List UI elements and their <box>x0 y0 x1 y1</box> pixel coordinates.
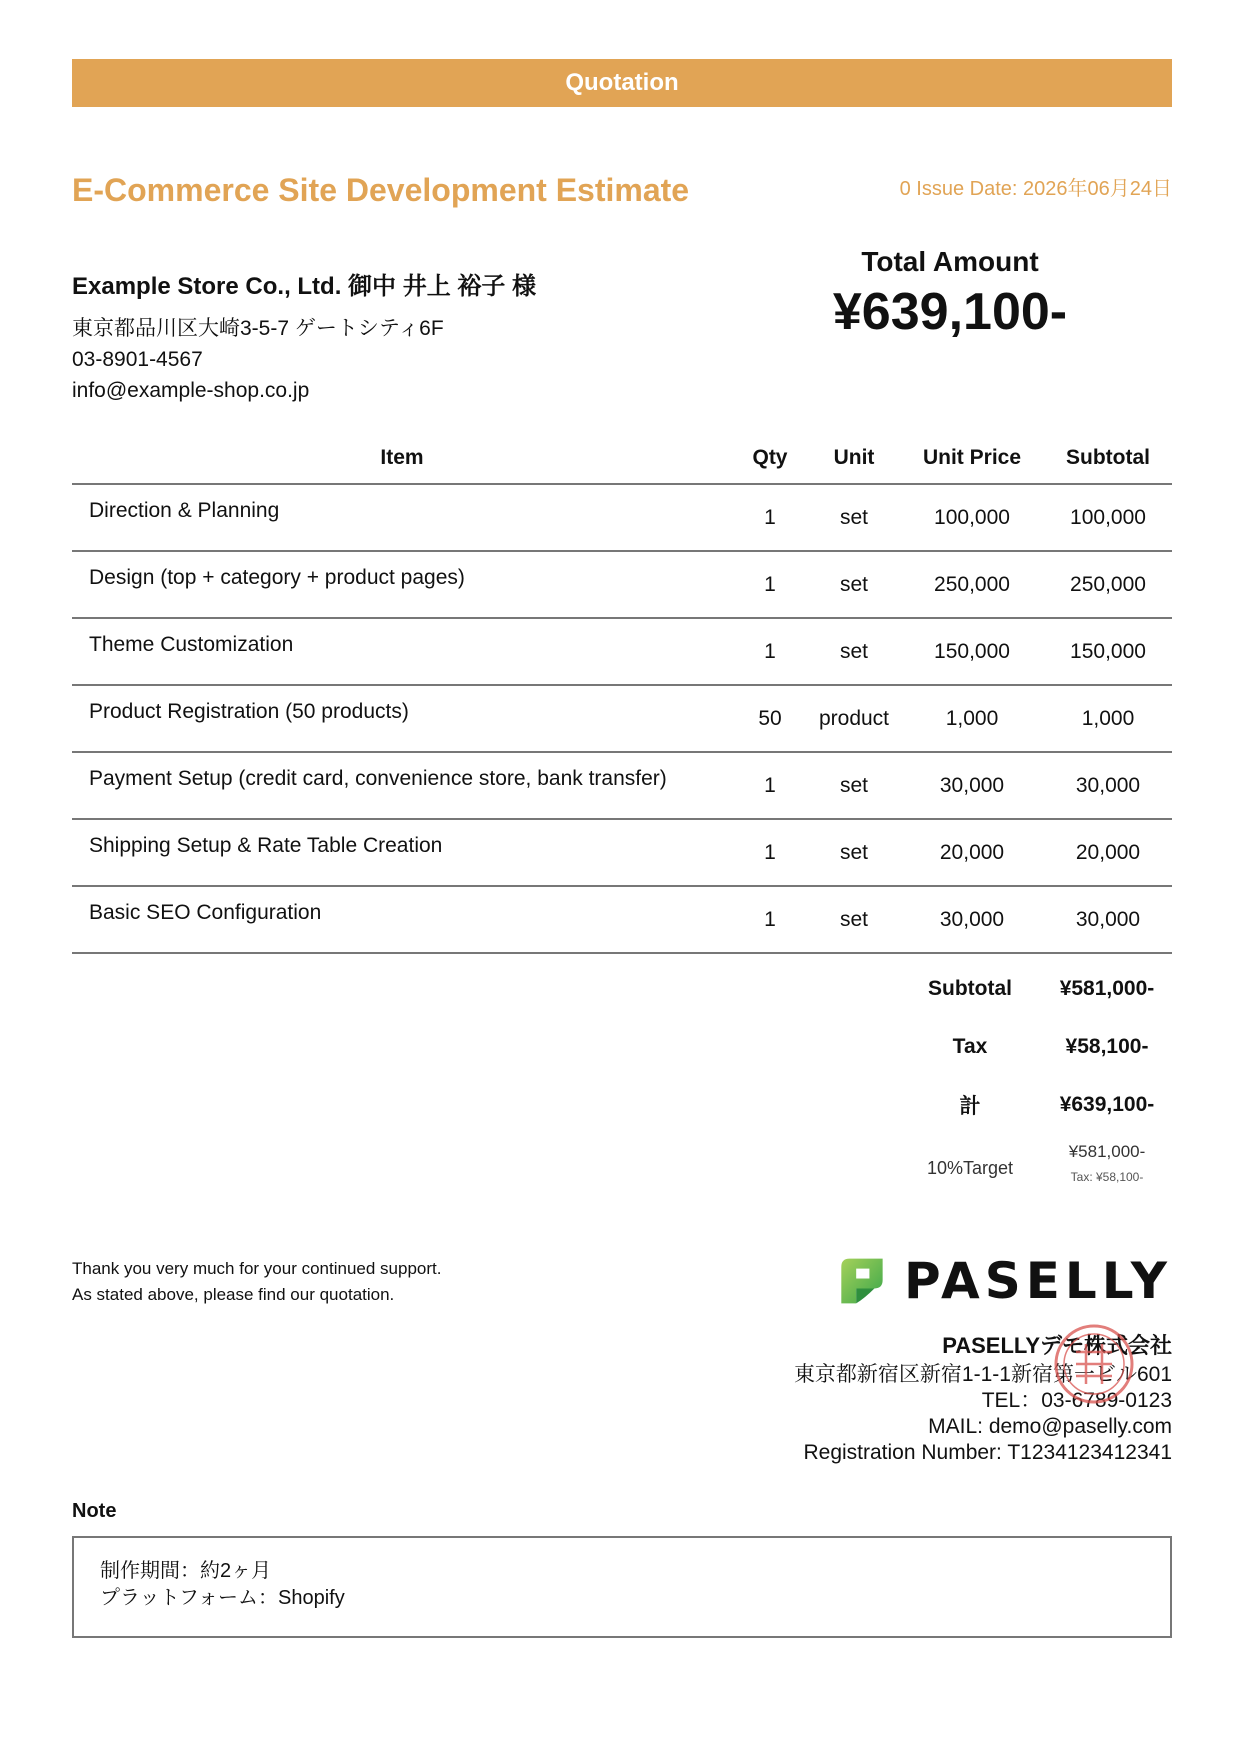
row-subtotal: 1,000 <box>1044 685 1172 752</box>
document-title: E-Commerce Site Development Estimate <box>72 172 690 208</box>
issue-date: 0 Issue Date: 2026年06月24日 <box>899 178 1172 200</box>
company-registration: Registration Number: T1234123412341 <box>803 1441 1172 1464</box>
row-subtotal: 100,000 <box>1044 484 1172 551</box>
logo-text: PASELLY <box>903 1252 1172 1310</box>
note-label: Note <box>72 1500 117 1522</box>
row-unit-price: 1,000 <box>900 685 1044 752</box>
header-qty: Qty <box>732 432 808 484</box>
summary-subtotal-row <box>898 960 1172 1018</box>
table-row <box>72 551 1172 618</box>
summary-block <box>898 960 1172 1184</box>
row-item: Theme Customization <box>72 618 732 685</box>
client-name: Example Store Co., Ltd. 御中 井上 裕子 様 <box>72 273 537 300</box>
note-line-2: プラットフォーム：Shopify <box>100 1587 345 1609</box>
row-item: Product Registration (50 products) <box>72 685 732 752</box>
client-phone: 03-8901-4567 <box>72 348 203 371</box>
table-row <box>72 752 1172 819</box>
thank-you-line-2: As stated above, please find our quotation. <box>72 1285 395 1304</box>
row-item: Shipping Setup & Rate Table Creation <box>72 819 732 886</box>
thank-you-line-1: Thank you very much for your continued support. <box>72 1259 442 1278</box>
total-amount-box <box>770 246 1130 342</box>
row-qty: 1 <box>732 752 808 819</box>
company-mail: MAIL: demo@paselly.com <box>928 1415 1172 1438</box>
summary-tax-row <box>898 1018 1172 1076</box>
row-unit-price: 100,000 <box>900 484 1044 551</box>
client-address: 東京都品川区大崎3-5-7 ゲートシティ6F <box>72 317 444 340</box>
row-unit: set <box>808 551 900 618</box>
table-row <box>72 886 1172 953</box>
row-unit: set <box>808 484 900 551</box>
row-item: Direction & Planning <box>72 484 732 551</box>
row-qty: 1 <box>732 618 808 685</box>
client-info <box>72 266 692 406</box>
row-unit: product <box>808 685 900 752</box>
row-unit-price: 30,000 <box>900 886 1044 953</box>
row-unit-price: 150,000 <box>900 618 1044 685</box>
tax-target-tax: Tax: ¥58,100- <box>1070 1170 1144 1184</box>
table-row <box>72 819 1172 886</box>
summary-total-row <box>898 1076 1172 1134</box>
row-subtotal: 150,000 <box>1044 618 1172 685</box>
note-line-1: 制作期間：約2ヶ月 <box>100 1560 272 1582</box>
tax-target-amount: ¥581,000- <box>1068 1142 1146 1161</box>
table-row <box>72 685 1172 752</box>
table-header-row <box>72 432 1172 484</box>
row-unit-price: 250,000 <box>900 551 1044 618</box>
row-item: Payment Setup (credit card, convenience store, bank transfer) <box>72 752 732 819</box>
table-row <box>72 484 1172 551</box>
summary-total-label: 計 <box>959 1095 981 1118</box>
row-qty: 1 <box>732 484 808 551</box>
summary-subtotal-label: Subtotal <box>928 977 1012 1000</box>
items-table <box>72 432 1172 954</box>
summary-total-value: ¥639,100- <box>1059 1093 1155 1116</box>
row-unit-price: 30,000 <box>900 752 1044 819</box>
summary-subtotal-value: ¥581,000- <box>1059 977 1155 1000</box>
row-qty: 1 <box>732 886 808 953</box>
row-subtotal: 30,000 <box>1044 752 1172 819</box>
company-name: PASELLYデモ株式会社 <box>942 1333 1172 1358</box>
document-banner <box>72 59 1172 107</box>
row-subtotal: 30,000 <box>1044 886 1172 953</box>
row-unit-price: 20,000 <box>900 819 1044 886</box>
table-row <box>72 618 1172 685</box>
tax-target-row <box>898 1142 1172 1184</box>
header-unit: Unit <box>808 432 900 484</box>
summary-tax-value: ¥58,100- <box>1065 1035 1149 1058</box>
thank-you-message <box>72 1256 441 1308</box>
row-subtotal: 20,000 <box>1044 819 1172 886</box>
row-unit: set <box>808 618 900 685</box>
row-subtotal: 250,000 <box>1044 551 1172 618</box>
company-logo <box>838 1250 1172 1312</box>
summary-tax-label: Tax <box>952 1035 988 1058</box>
note-box <box>72 1536 1172 1638</box>
row-qty: 1 <box>732 551 808 618</box>
row-unit: set <box>808 886 900 953</box>
banner-title: Quotation <box>565 69 679 96</box>
row-item: Design (top + category + product pages) <box>72 551 732 618</box>
total-amount-label: Total Amount <box>861 246 1039 277</box>
row-unit: set <box>808 752 900 819</box>
paselly-logo-icon <box>838 1250 886 1312</box>
header-subtotal: Subtotal <box>1044 432 1172 484</box>
header-unit-price: Unit Price <box>900 432 1044 484</box>
company-tel: TEL：03-6789-0123 <box>981 1389 1172 1412</box>
tax-target-label: 10%Target <box>926 1158 1014 1178</box>
company-seal-icon <box>1052 1322 1136 1406</box>
row-item: Basic SEO Configuration <box>72 886 732 953</box>
row-qty: 50 <box>732 685 808 752</box>
company-address: 東京都新宿区新宿1-1-1新宿第一ビル601 <box>793 1363 1172 1386</box>
row-qty: 1 <box>732 819 808 886</box>
header-item: Item <box>72 432 732 484</box>
total-amount-value: ¥639,100- <box>832 283 1068 341</box>
row-unit: set <box>808 819 900 886</box>
client-email: info@example-shop.co.jp <box>72 379 310 402</box>
